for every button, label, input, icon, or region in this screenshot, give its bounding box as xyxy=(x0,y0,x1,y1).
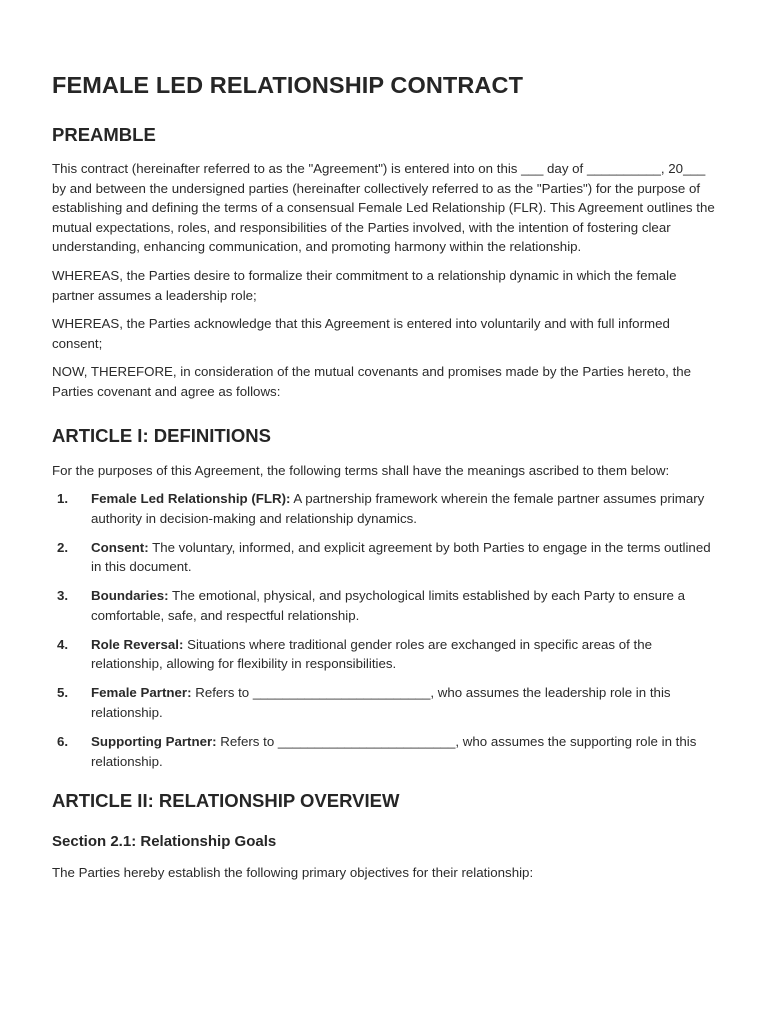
document-title: FEMALE LED RELATIONSHIP CONTRACT xyxy=(52,72,524,98)
definition-number: 6. xyxy=(57,734,69,750)
definition-item xyxy=(52,732,718,771)
article-1-heading: ARTICLE I: DEFINITIONS xyxy=(52,424,271,446)
definition-text: The emotional, physical, and psychological limits established by each Party to ensure a comfortable, safe, and respectful relationship. xyxy=(91,588,685,623)
definition-item xyxy=(52,586,718,625)
preamble-heading: PREAMBLE xyxy=(52,124,156,145)
definition-term: Consent: xyxy=(91,539,149,555)
definition-number: 5. xyxy=(57,685,69,701)
definition-number: 2. xyxy=(57,539,69,555)
definition-text: Refers to ________________________, who assumes the supporting role in this relationship. xyxy=(91,734,697,769)
definition-item xyxy=(52,635,718,674)
section-2-1-heading: Section 2.1: Relationship Goals xyxy=(52,833,277,851)
preamble-paragraph-4: NOW, THEREFORE, in consideration of the mutual covenants and promises made by the Parties hereto, the Parties covenant and agree as follows: xyxy=(52,364,692,399)
definition-number: 4. xyxy=(57,636,69,652)
definitions-list xyxy=(52,489,718,771)
definition-term: Female Partner: xyxy=(91,685,192,701)
definition-text: A partnership framework wherein the female partner assumes primary authority in decision-making and relationship dynamics. xyxy=(91,491,705,526)
preamble-paragraph-3: WHEREAS, the Parties acknowledge that this Agreement is entered into voluntarily and with full informed consent; xyxy=(52,316,670,351)
definitions-intro: For the purposes of this Agreement, the following terms shall have the meanings ascribed to them below: xyxy=(52,462,670,478)
definition-text: The voluntary, informed, and explicit agreement by both Parties to engage in the terms outlined in this document. xyxy=(91,539,711,575)
definition-text: Refers to ________________________, who assumes the leadership role in this relationship. xyxy=(91,685,671,721)
definition-term: Boundaries: xyxy=(91,588,169,604)
definition-term: Female Led Relationship (FLR): xyxy=(91,491,291,507)
definition-item xyxy=(52,538,718,577)
definition-term: Supporting Partner: xyxy=(91,734,217,750)
definition-item xyxy=(52,489,718,528)
definition-item xyxy=(52,683,718,722)
preamble-paragraph-2: WHEREAS, the Parties desire to formalize their commitment to a relationship dynamic in which the female partner assumes a leadership role; xyxy=(52,267,677,303)
section-2-1-intro: The Parties hereby establish the following primary objectives for their relationship: xyxy=(52,865,534,881)
definition-number: 3. xyxy=(57,588,69,604)
definition-term: Role Reversal: xyxy=(91,636,184,652)
definition-number: 1. xyxy=(57,491,69,507)
definition-text: Situations where traditional gender roles are exchanged in specific areas of the relationship, allowing for flexibility in responsibilities. xyxy=(91,636,653,672)
article-2-heading: ARTICLE II: RELATIONSHIP OVERVIEW xyxy=(52,790,400,812)
preamble-paragraph-1: This contract (hereinafter referred to as the "Agreement") is entered into on this ___ day of __________, 20___ by and between the undersigned parties (hereinafter collectively referred to as the "Parties") for the purpose of establishing and defining the terms of a consensual Female Led Relationship (FLR). This Agreement outlines the mutual expectations, roles, and responsibilities of the Parties involved, with the intention of fostering clear understanding, enhancing communication, and promoting harmony within the relationship. xyxy=(52,161,715,255)
